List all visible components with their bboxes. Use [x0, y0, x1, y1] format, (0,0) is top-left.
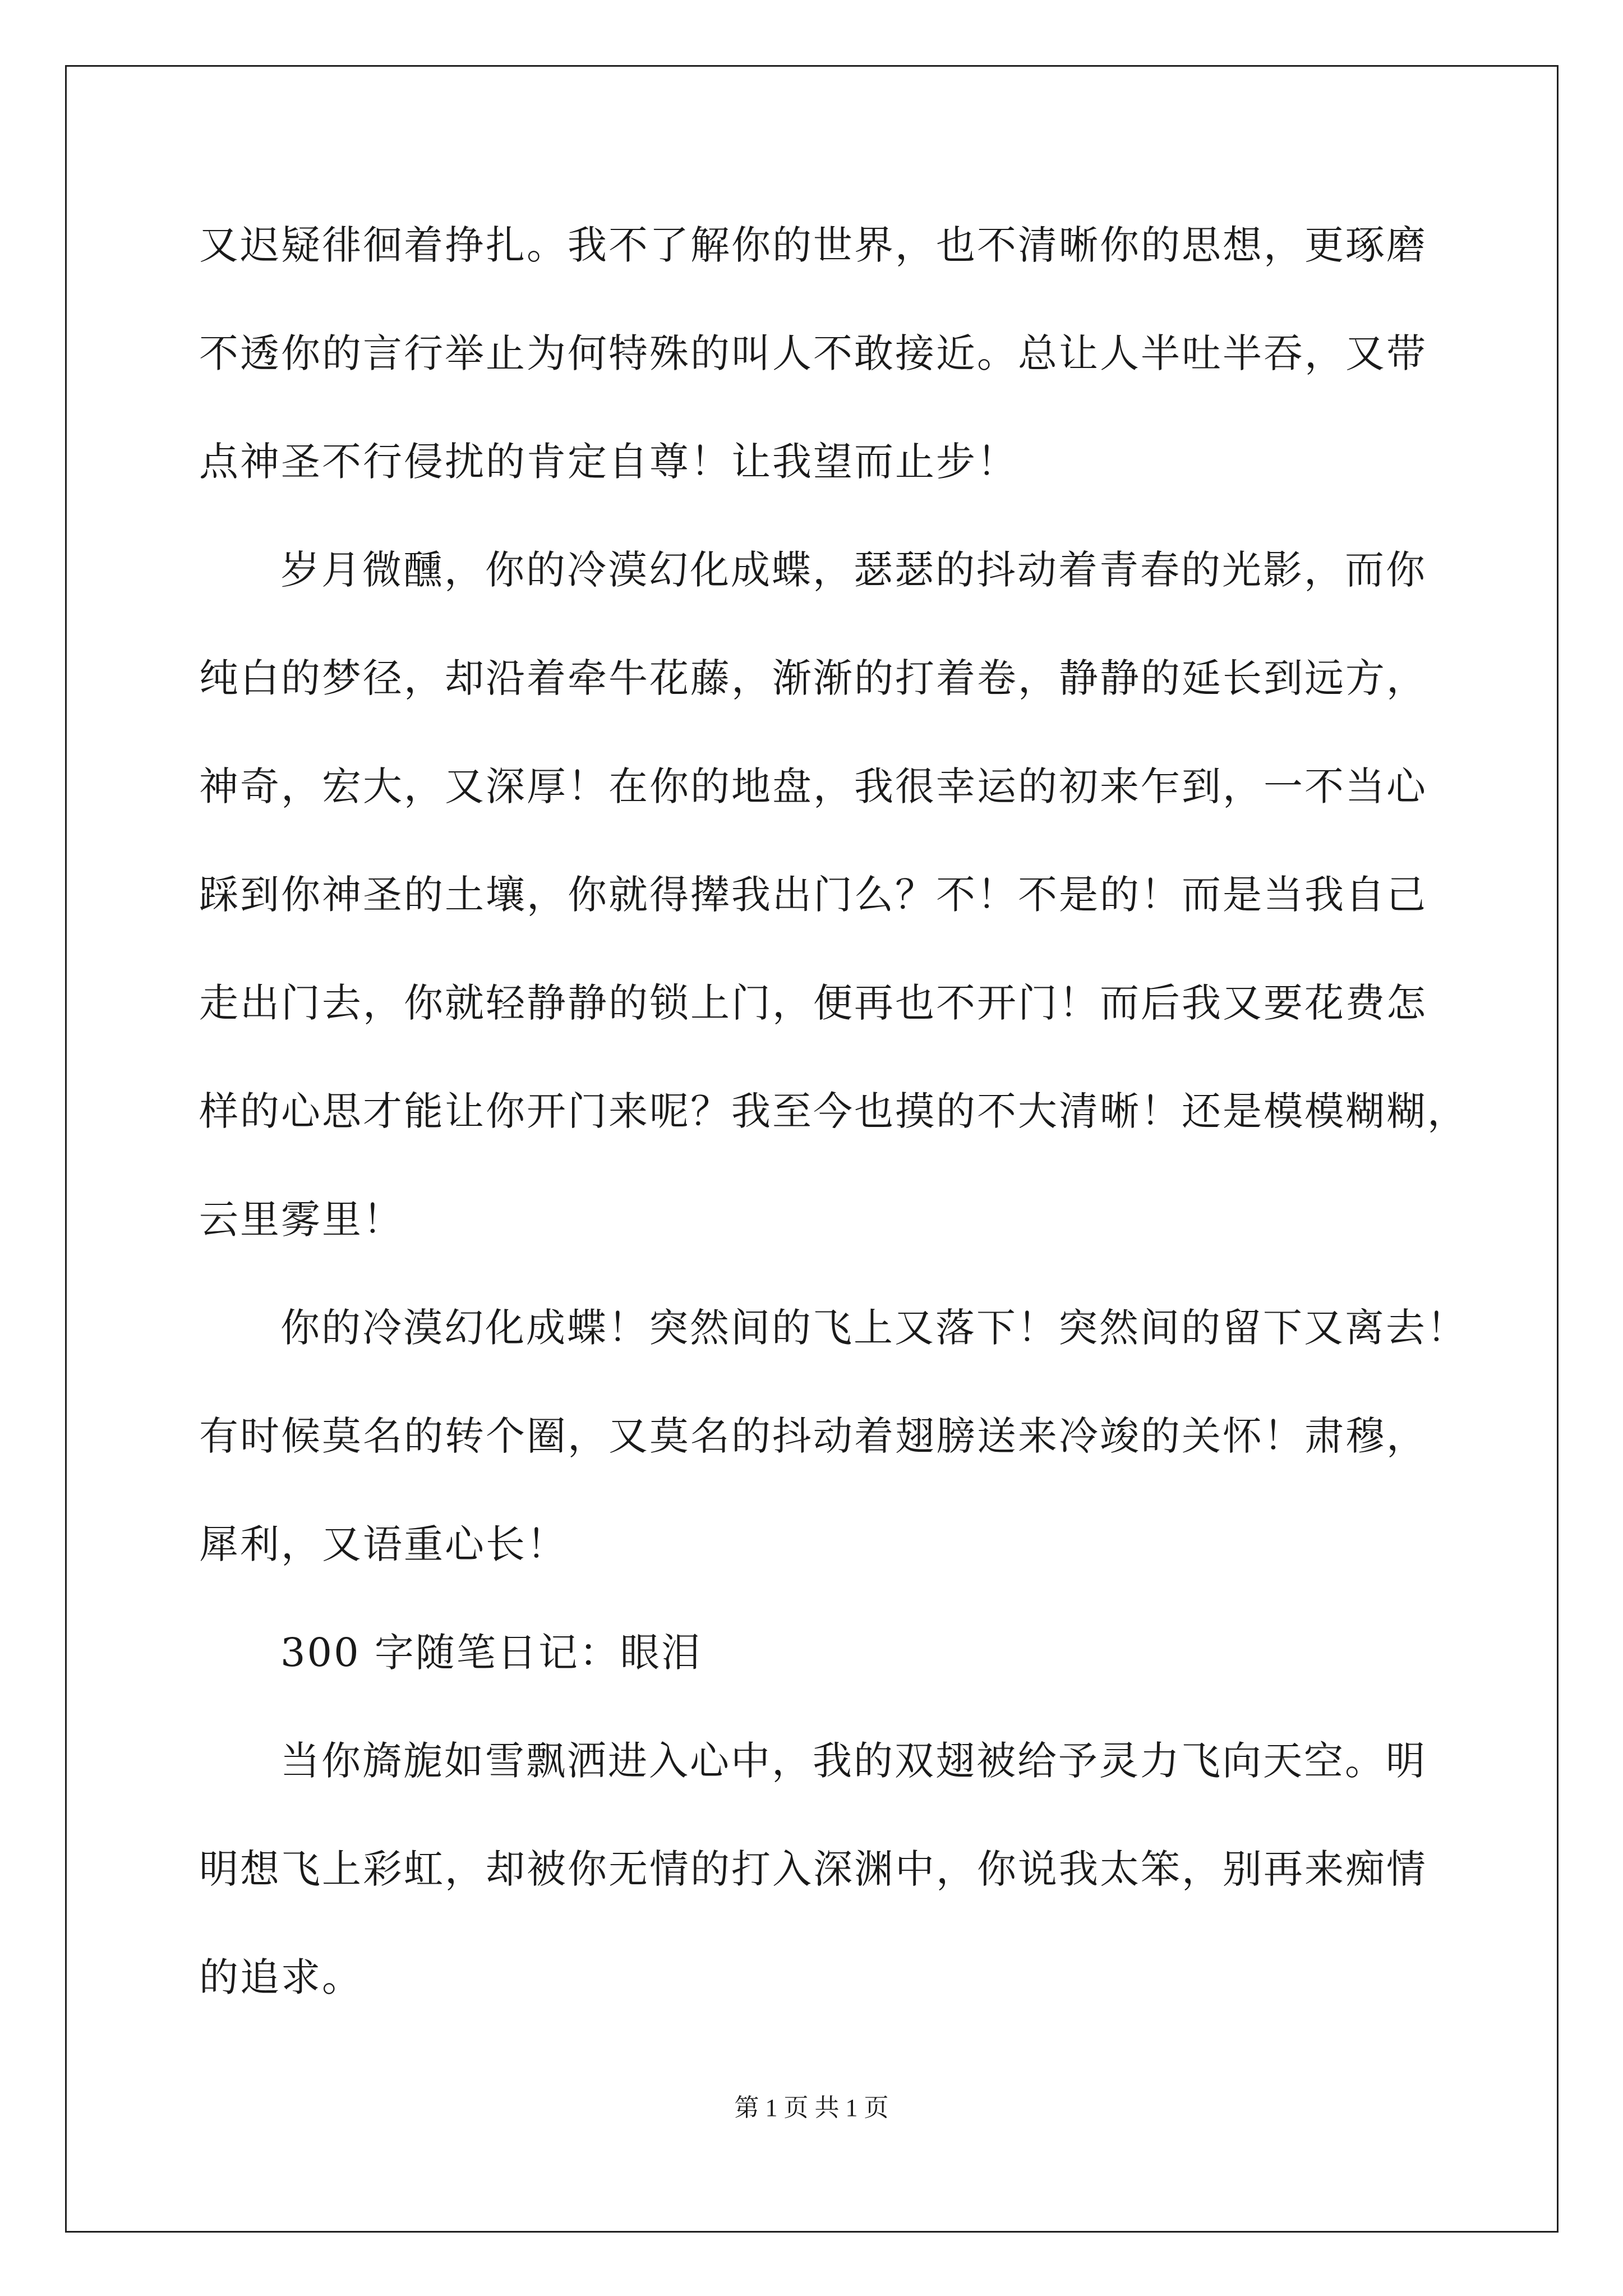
document-body: [199, 211, 1468, 2052]
text-line: 神奇，宏大，又深厚！在你的地盘，我很幸运的初来乍到，一不当心: [199, 763, 1427, 809]
page-footer: [0, 2091, 1623, 2125]
text-line: 的追求。: [199, 1954, 363, 2000]
text-line: 样的心思才能让你开门来呢？我至今也摸的不大清晰！还是模模糊糊，: [199, 1088, 1468, 1134]
text-line: 有时候莫名的转个圈，又莫名的抖动着翅膀送来冷竣的关怀！肃穆，: [199, 1413, 1427, 1459]
section-heading: 300 字随笔日记：眼泪: [280, 1630, 702, 1676]
paragraph-start-line: 当你旖旎如雪飘洒进入心中，我的双翅被给予灵力飞向天空。明: [280, 1738, 1427, 1784]
paragraph-start-line: 岁月微醺，你的冷漠幻化成蝶，瑟瑟的抖动着青春的光影，而你: [280, 547, 1427, 593]
text-line: 点神圣不行侵扰的肯定自尊！让我望而止步！: [199, 439, 1018, 485]
paragraph-start-line: 你的冷漠幻化成蝶！突然间的飞上又落下！突然间的留下又离去！: [280, 1305, 1468, 1351]
page-number: 第 1 页 共 1 页: [734, 2094, 889, 2122]
text-line: 犀利，又语重心长！: [199, 1521, 568, 1567]
text-line: 又迟疑徘徊着挣扎。我不了解你的世界，也不清晰你的思想，更琢磨: [199, 222, 1427, 268]
text-line: 不透你的言行举止为何特殊的叫人不敢接近。总让人半吐半吞，又带: [199, 330, 1427, 376]
text-line: 明想飞上彩虹，却被你无情的打入深渊中，你说我太笨，别再来痴情: [199, 1846, 1427, 1892]
text-line: 走出门去，你就轻静静的锁上门，便再也不开门！而后我又要花费怎: [199, 980, 1427, 1026]
text-line: 云里雾里！: [199, 1197, 404, 1243]
text-line: 纯白的梦径，却沿着牵牛花藤，渐渐的打着卷，静静的延长到远方，: [199, 655, 1427, 701]
text-line: 踩到你神圣的土壤，你就得撵我出门么？不！不是的！而是当我自己: [199, 872, 1427, 918]
